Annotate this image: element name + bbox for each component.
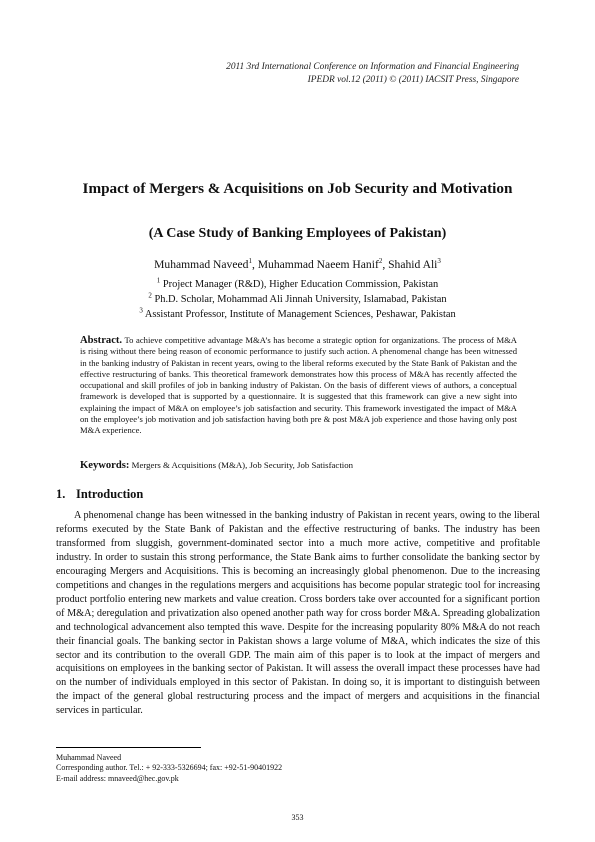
author-superscript: 3	[437, 257, 441, 266]
abstract-label: Abstract.	[80, 335, 123, 346]
affiliation-text: Ph.D. Scholar, Mohammad Ali Jinnah University, Islamabad, Pakistan	[154, 294, 447, 305]
affiliation-text: Assistant Professor, Institute of Management Sciences, Peshawar, Pakistan	[144, 309, 456, 320]
conference-line-1: 2011 3rd International Conference on Information and Financial Engineering	[226, 62, 519, 72]
paper-title: Impact of Mergers & Acquisitions on Job Security and Motivation	[82, 180, 513, 197]
affiliation-text: Project Manager (R&D), Higher Education Commission, Pakistan	[162, 279, 439, 290]
footnote-rule	[56, 747, 201, 748]
affiliation-1	[0, 276, 595, 290]
section-number: 1.	[56, 487, 66, 501]
body-paragraph: A phenomenal change has been witnessed in the banking industry of Pakistan in recent years, owing to the liberal reforms executed by the State Bank of Pakistan and the effective restructuring of banks. The industry has been transformed from sluggish, government-dominated sector into a much more active, competitive and profitable industry. In order to sustain this strong performance, the State Bank aims to further consolidate the banking sector by encouraging Mergers and Acquisitions. This is becoming an increasingly global phenomenon. Due to the increasing competitions and changes in the regulations mergers and acquisitions has become popular strategic tool for increasing product portfolio entering new markets and value creation. Cross borders take over accounted for a significant portion of M&A; deregulation and privatization also opened another path way for cross border M&A. Spreading globalization and technological advancement also tempted this wave. Despite for the increasing popularity 80% M&A do not reach their financial goals. The banking sector in Pakistan shows a large volume of M&A, which indicates the size of this sector and its contribution to the overall GDP. The main aim of this paper is to look at the impact of mergers and acquisitions on employees in the banking sector of Pakistan. It will assess the overall impact these processes have had on the number of individuals employed in this sector of Pakistan. In doing so, it is important to distinguish between the impact of the general global restructuring process and the impact of mergers and acquisitions in the financial services in particular.	[56, 510, 540, 717]
conference-line-2: IPEDR vol.12 (2011) © (2011) IACSIT Press, Singapore	[307, 74, 519, 85]
affiliation-2	[0, 291, 595, 305]
keywords	[80, 460, 517, 471]
author-name: Muhammad Naveed	[154, 258, 249, 271]
affiliation-superscript: 1	[156, 276, 161, 285]
footnote	[56, 753, 282, 784]
abstract	[80, 335, 517, 437]
section-title: Introduction	[76, 487, 144, 501]
footnote-name: Muhammad Naveed	[56, 753, 122, 762]
author-superscript: 1	[248, 257, 252, 266]
affiliation-superscript: 3	[139, 306, 143, 315]
footnote-corresponding: Corresponding author. Tel.: + 92-333-5326694; fax: +92-51-90401922	[56, 763, 283, 773]
author-list: Muhammad Naveed$^1$, Muhammad Naeem Hanif$^2$, Shahid Ali$^3$	[154, 257, 441, 271]
conference-header	[226, 61, 519, 86]
author-superscript: 2	[378, 257, 383, 266]
keywords-label: Keywords:	[80, 460, 130, 471]
abstract-text: To achieve competitive advantage M&A’s has become a strategic option for organizations. The process of M&A is rising without there being reason of economic performance to justify such action. A phenomenal change has been witnessed in the banking industry of Pakistan in recent years, owing to the liberal reforms executed by the State Bank of Pakistan and the effective restructuring of banks. This theoretical framework demonstrates how this process of M&A has recently affected the occupational and skill profiles of job in banking industry of Pakistan. On the basis of different views of authors, a conceptual framework is developed that is supported by a questionnaire. It is suggested that this framework can give a new sight into explaining the impact of M&A on employee’s job satisfaction and security. This framework investigated the impact of M&A on the employee’s job motivation and job satisfaction having both pre & post M&A job experience and those having only post M&A experience.	[80, 335, 517, 436]
affiliation-superscript: 2	[148, 291, 152, 300]
keywords-text: Mergers & Acquisitions (M&A), Job Security, Job Satisfaction	[131, 460, 354, 470]
author-name: Shahid Ali	[388, 258, 438, 271]
page-number: 353	[291, 813, 304, 822]
section-heading	[56, 487, 143, 502]
author-name: Muhammad Naeem Hanif	[257, 258, 379, 271]
footnote-email: E-mail address: mnaveed@hec.gov.pk	[56, 773, 179, 783]
affiliation-3	[0, 306, 595, 320]
paper-subtitle: (A Case Study of Banking Employees of Pakistan)	[148, 226, 447, 241]
